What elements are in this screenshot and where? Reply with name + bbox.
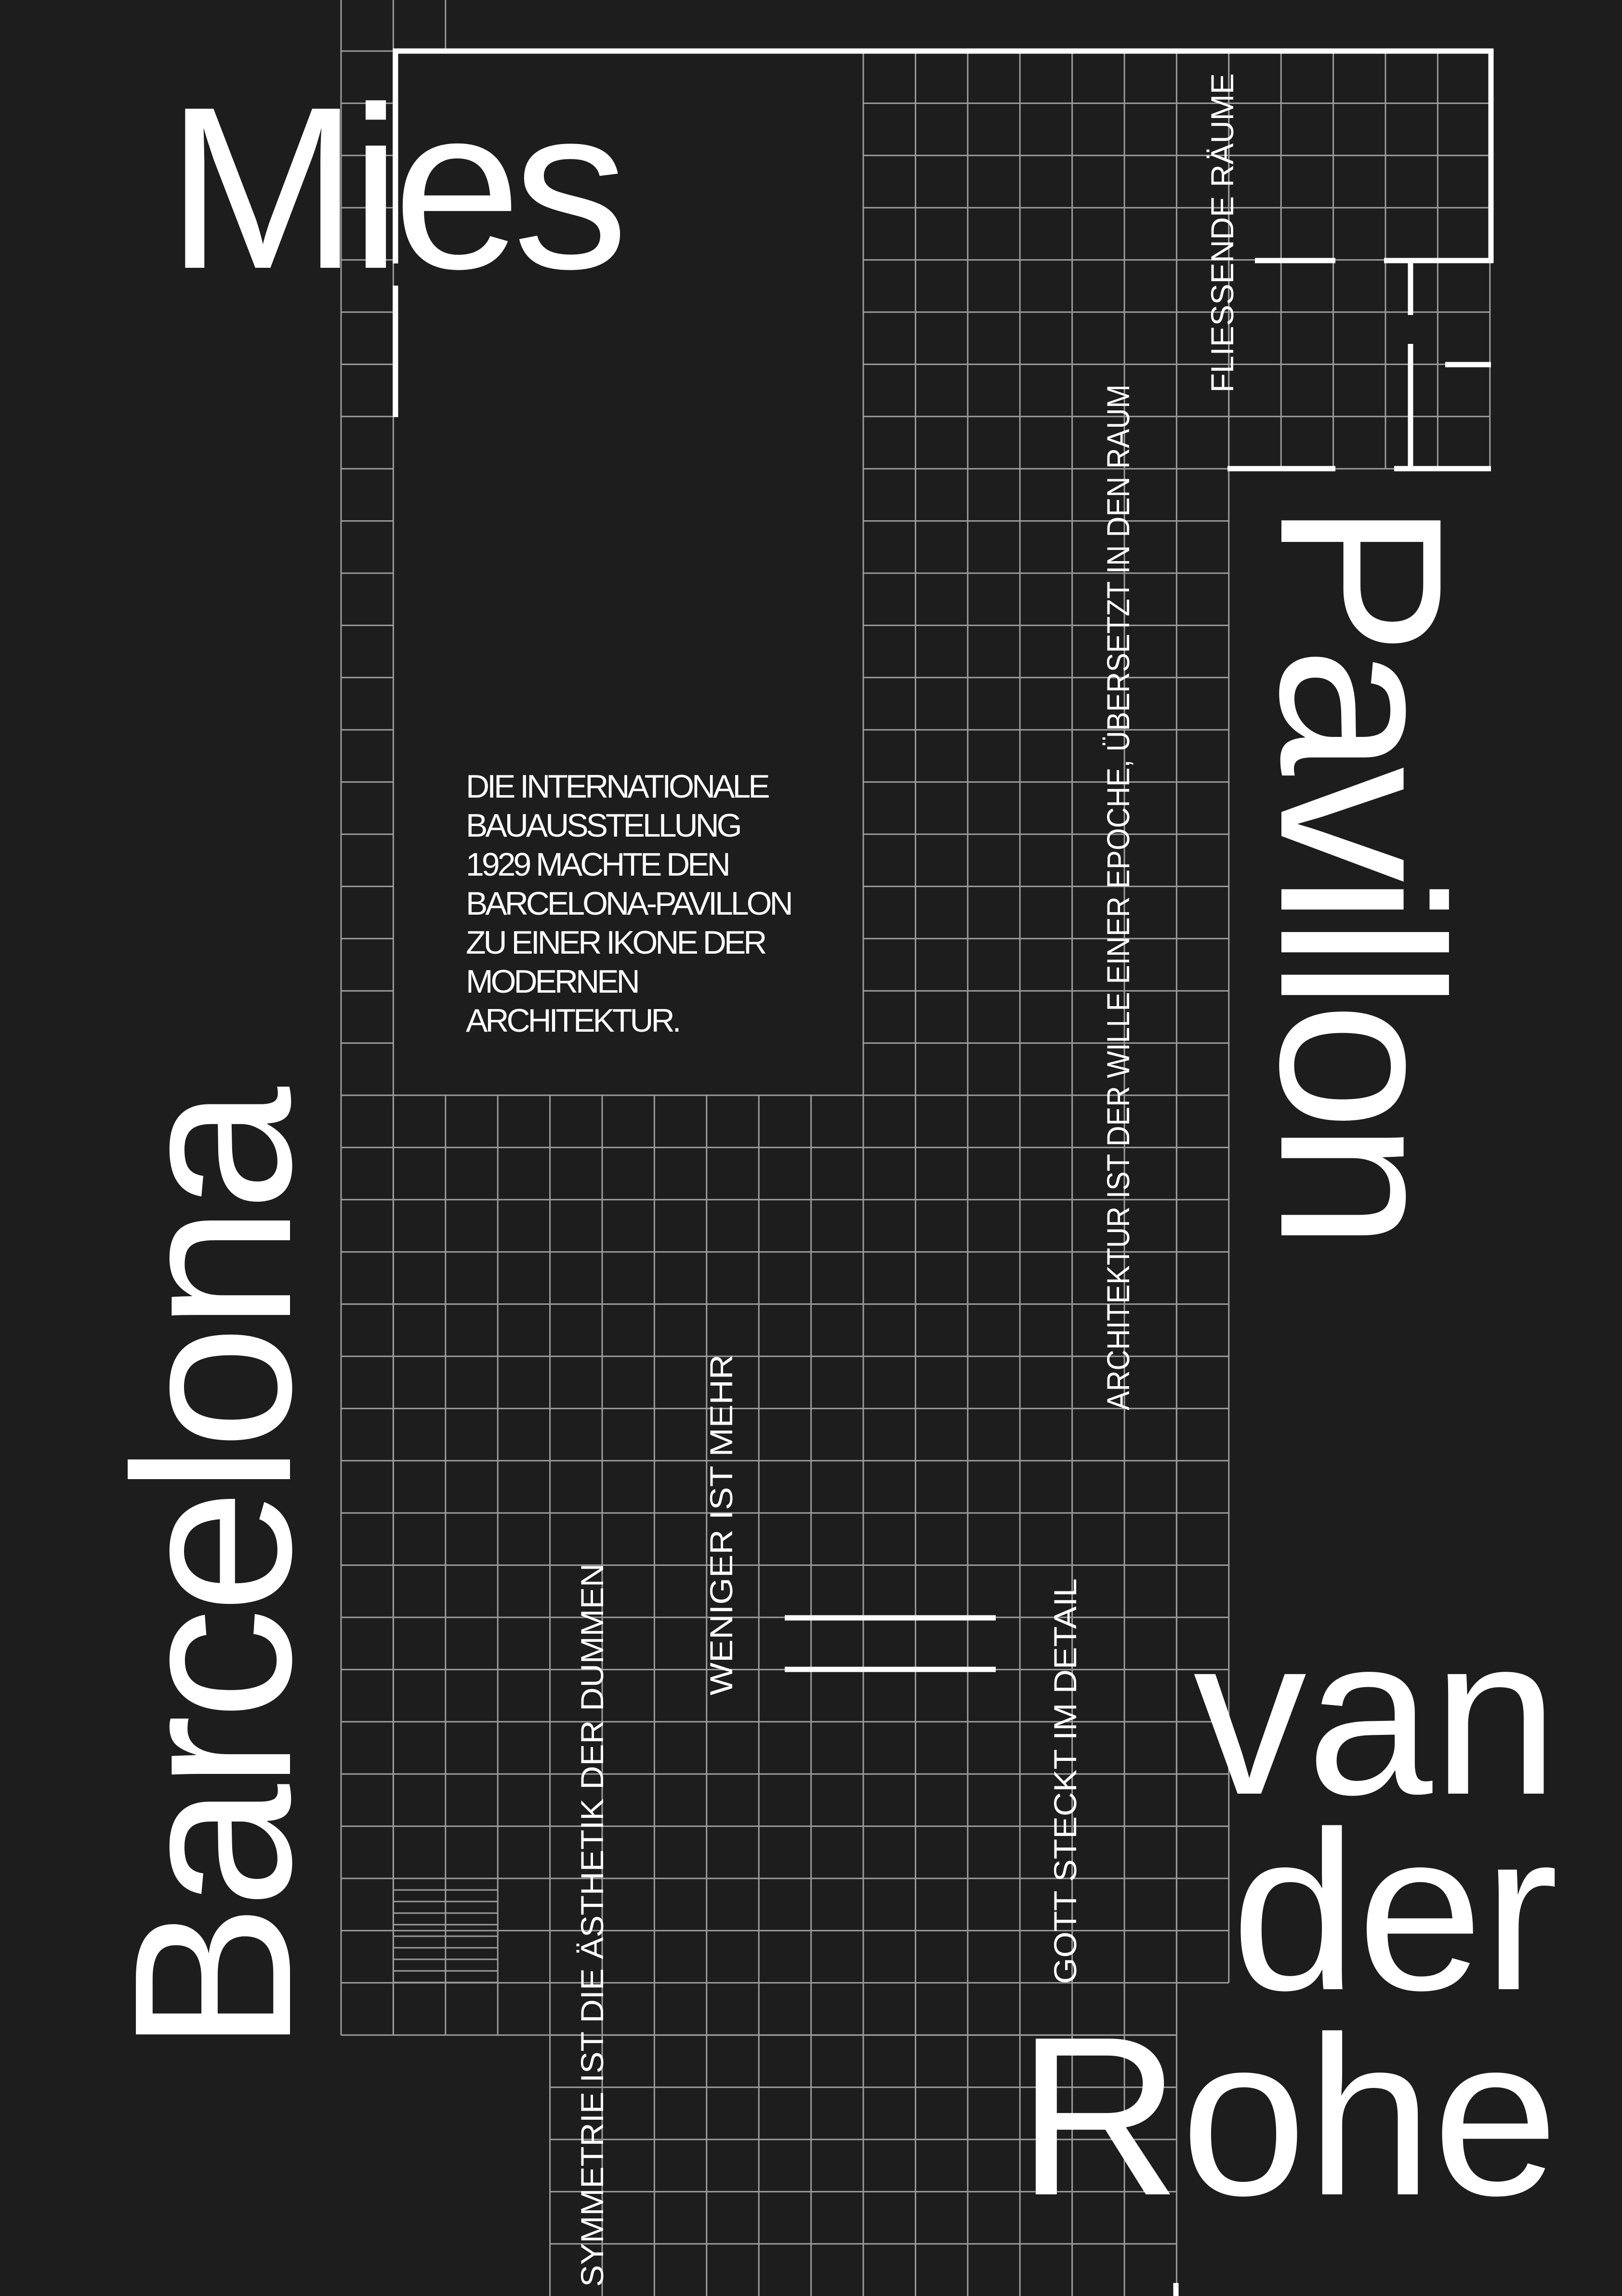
headline-rohe: Rohe	[1017, 1990, 1558, 2243]
quote-fliessende-raeume: FLIESSENDE RÄUME	[1204, 71, 1240, 393]
headline-van: van	[1193, 1589, 1558, 1842]
intro-paragraph	[466, 768, 791, 1039]
headline-mies: Mies	[166, 58, 620, 317]
intro-line: BARCELONA-PAVILLON	[466, 885, 791, 922]
quote-gott-steckt-im-detail: GOTT STECKT IM DETAIL	[1047, 1601, 1083, 1984]
quote-weniger-ist-mehr: WENIGER IST MEHR	[703, 1383, 739, 1695]
intro-line: 1929 MACHTE DEN	[466, 846, 728, 883]
intro-line: ARCHITEKTUR.	[466, 1002, 679, 1039]
quote-architektur: ARCHITEKTUR IST DER WILLE EINER EPOCHE, ÜBERSETZT IN DEN RAUM	[1100, 272, 1136, 1410]
headline-der: der	[1231, 1784, 1558, 2037]
headline-pavillon: Pavillon	[1232, 501, 1491, 1242]
headline-barcelona: Barcelona	[87, 1092, 338, 2053]
intro-line: ZU EINER IKONE DER	[466, 924, 765, 961]
quote-symmetrie: SYMMETRIE IST DIE ÄSTHETIK DER DUMMEN	[574, 1586, 610, 2287]
intro-line: DIE INTERNATIONALE	[466, 768, 768, 805]
intro-line: BAUAUSSTELLUNG	[466, 807, 740, 844]
intro-line: MODERNEN	[466, 963, 638, 1000]
